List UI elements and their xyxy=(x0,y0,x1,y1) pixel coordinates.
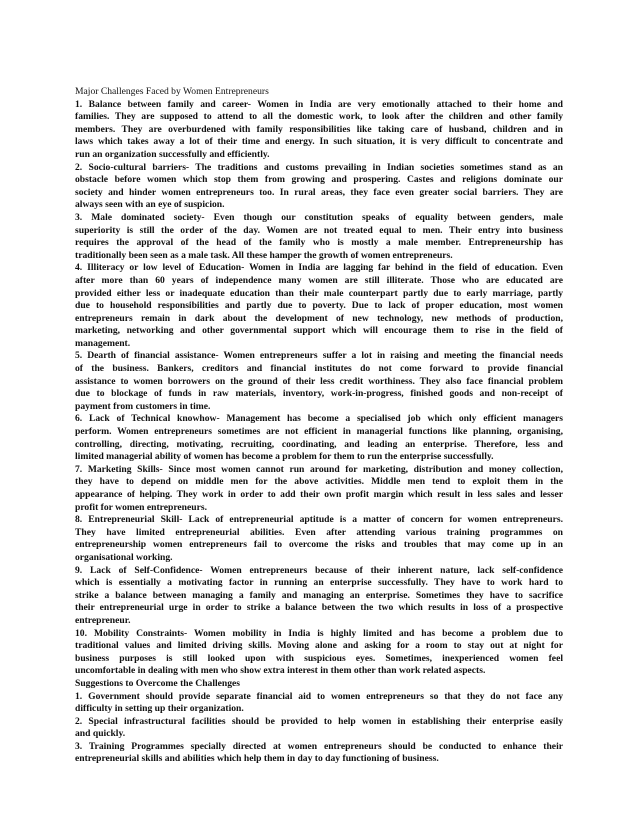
text-line: society and hinder women entrepreneurs too. In rural areas, they face even greater social barriers. They are xyxy=(75,186,563,198)
text-line: requires the approval of the head of the family who is mostly a male member. Entrepreneurship has xyxy=(75,237,563,249)
text-line: provided either less or inadequate education than their male counterpart partly due to early marriage, partly xyxy=(75,287,563,299)
text-line: 5. Dearth of financial assistance- Women entrepreneurs suffer a lot in raising and meeting the financial needs xyxy=(75,350,563,362)
text-line: their entrepreneurial urge in order to strike a balance between the two which results in loss of a prospective xyxy=(75,602,563,614)
text-line: which is essentially a motivating factor in running an enterprise successfully. They have to work hard to xyxy=(75,577,563,589)
document-page xyxy=(75,86,563,766)
document-body xyxy=(75,99,563,766)
text-line: 6. Lack of Technical knowhow- Management has become a specialised job which only efficient managers xyxy=(75,413,563,425)
text-line: entrepreneurs remain in dark about the development of new technology, new methods of production, xyxy=(75,312,563,324)
text-line: after more than 60 years of independence many women are still illiterate. Those who are educated are xyxy=(75,274,563,286)
text-line: 8. Entrepreneurial Skill- Lack of entrepreneurial aptitude is a matter of concern for women entrepreneurs. xyxy=(75,514,563,526)
text-line: limited managerial ability of women has become a problem for them to run the enterprise successfully. xyxy=(75,451,494,463)
text-line: obstacle before women which stop them from growing and prospering. Castes and religions dominate our xyxy=(75,174,563,186)
text-line: marketing, networking and other governmental support which will encourage them to rise in the field of xyxy=(75,325,563,337)
text-line: strike a balance between managing a family and managing an enterprise. Sometimes they have to sacrifice xyxy=(75,589,563,601)
text-line: controlling, directing, motivating, recruiting, coordinating, and leading an enterprise. Therefore, less and xyxy=(75,438,563,450)
text-line: 3. Training Programmes specially directed at women entrepreneurs should be conducted to enhance their xyxy=(75,740,563,752)
text-line: uncomfortable in dealing with men who show extra interest in them other than work related aspects. xyxy=(75,665,486,677)
text-line: Suggestions to Overcome the Challenges xyxy=(75,677,241,689)
text-line: perform. Women entrepreneurs sometimes are not efficient in managerial functions like planning, organising, xyxy=(75,426,563,438)
text-line: and quickly. xyxy=(75,728,126,740)
text-line: 4. Illiteracy or low level of Education- Women in India are lagging far behind in the field of education. Even xyxy=(75,262,563,274)
text-line: they have to depend on middle men for the above activities. Middle men tend to exploit them in the xyxy=(75,476,563,488)
text-line: payment from customers in time. xyxy=(75,400,211,412)
text-line: due to household responsibilities and partly due to poverty. Due to lack of proper education, most women xyxy=(75,300,563,312)
text-line: entrepreneurship women entrepreneurs fail to overcome the risks and troubles that may come up in an xyxy=(75,539,563,551)
text-line: superiority is still the order of the day. Women are not treated equal to men. Their entry into business xyxy=(75,224,563,236)
text-line: business purposes is still looked upon with suspicious eyes. Sometimes, inexperienced women feel xyxy=(75,652,563,664)
text-line: profit for women entrepreneurs. xyxy=(75,501,207,513)
text-line: 1. Balance between family and career- Women in India are very emotionally attached to their home and xyxy=(75,98,563,110)
text-line: due to blockage of funds in raw materials, inventory, work-in-progress, finished goods and non-receipt of xyxy=(75,388,563,400)
text-line: laws which takes away a lot of their time and energy. In such situation, it is very difficult to concentrate and xyxy=(75,136,563,148)
text-line: run an organization successfully and efficiently. xyxy=(75,148,270,160)
text-line: 9. Lack of Self-Confidence- Women entrepreneurs because of their inherent nature, lack self-confidence xyxy=(75,564,563,576)
text-line: management. xyxy=(75,337,131,349)
text-line: traditionally been seen as a male task. All these hamper the growth of women entrepreneurs. xyxy=(75,249,453,261)
text-line: 3. Male dominated society- Even though our constitution speaks of equality between genders, male xyxy=(75,211,563,223)
text-line: always seen with an eye of suspicion. xyxy=(75,199,225,211)
text-line: entrepreneurial skills and abilities which help them in day to day functioning of business. xyxy=(75,753,439,765)
text-line: 2. Socio-cultural barriers- The traditions and customs prevailing in Indian societies sometimes stand as an xyxy=(75,161,563,173)
text-line: appearance of helping. They work in order to add their own profit margin which result in less sales and lesser xyxy=(75,489,563,500)
text-line: 10. Mobility Constraints- Women mobility in India is highly limited and has become a problem due to xyxy=(75,627,563,639)
text-line: traditional values and limited driving skills. Moving alone and asking for a room to stay out at night for xyxy=(75,640,563,652)
text-line: 1. Government should provide separate financial aid to women entrepreneurs so that they do not face any xyxy=(75,690,563,702)
text-line: 2. Special infrastructural facilities should be provided to help women in establishing their enterprise easily xyxy=(75,715,563,727)
text-line: of the business. Bankers, creditors and financial institutes do not come forward to provide financial xyxy=(75,363,563,375)
document-title: Major Challenges Faced by Women Entrepreneurs xyxy=(75,86,269,97)
text-line: They have limited entrepreneurial abilities. Even after attending various training programmes on xyxy=(75,526,563,538)
text-line: families. They are supposed to attend to all the domestic work, to look after the children and other family xyxy=(75,111,563,123)
text-line: organisational working. xyxy=(75,551,173,563)
text-line: 7. Marketing Skills- Since most women cannot run around for marketing, distribution and money collection, xyxy=(75,463,563,475)
text-line: members. They are overburdened with family responsibilities like taking care of husband, children and in xyxy=(75,123,563,135)
text-line: assistance to women borrowers on the ground of their less credit worthiness. They also face financial problem xyxy=(75,375,563,387)
text-line: entrepreneur. xyxy=(75,614,131,626)
text-line: difficulty in setting up their organization. xyxy=(75,703,244,715)
